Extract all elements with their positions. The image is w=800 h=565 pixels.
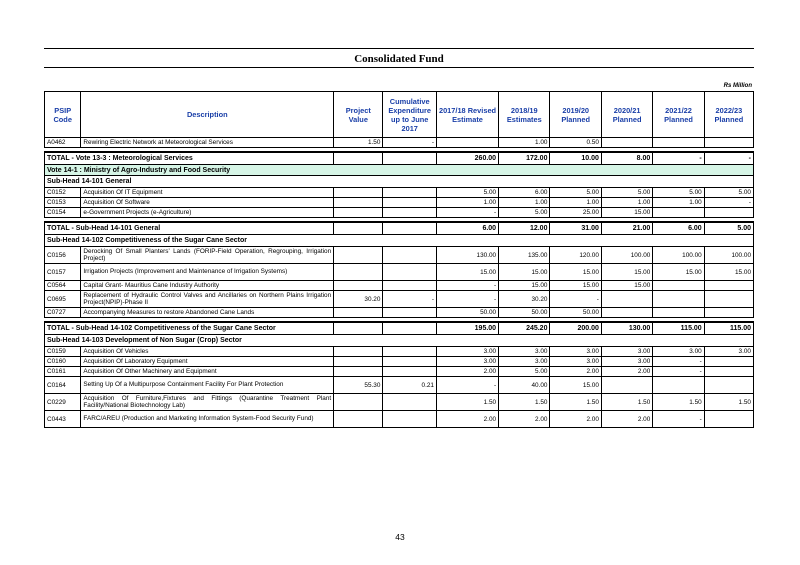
- value-cell: 5.00: [704, 188, 753, 198]
- value-cell: 1.50: [550, 394, 601, 411]
- table-row: [45, 138, 754, 148]
- description-cell: Rewiring Electric Network at Meteorological Services: [81, 138, 334, 148]
- psip-code-cell: C0161: [45, 367, 81, 377]
- description-cell: Acquisition Of Software: [81, 198, 334, 208]
- table-row: [45, 281, 754, 291]
- currency-note: Rs Million: [723, 83, 752, 89]
- value-cell: 50.00: [499, 308, 550, 318]
- subhead-label: Sub-Head 14-101 General: [45, 176, 754, 188]
- total-row: [45, 322, 754, 335]
- value-cell: 3.00: [704, 347, 753, 357]
- description-cell: Acquisition Of Furniture,Fixtures and Fittings (Quarantine Treatment Plant Facility/National Biotechnology Lab): [81, 394, 334, 411]
- value-cell: [653, 291, 704, 308]
- value-cell: 1.00: [550, 198, 601, 208]
- total-value-cell: 200.00: [550, 322, 601, 335]
- col-header: 2017/18 Revised Estimate: [436, 92, 498, 138]
- total-value-cell: 6.00: [653, 222, 704, 235]
- total-value-cell: 115.00: [704, 322, 753, 335]
- table-row: [45, 264, 754, 281]
- value-cell: 2.00: [550, 367, 601, 377]
- total-value-cell: -: [653, 152, 704, 165]
- total-value-cell: 245.20: [499, 322, 550, 335]
- psip-code-cell: C0695: [45, 291, 81, 308]
- value-cell: 1.50: [499, 394, 550, 411]
- value-cell: 1.00: [436, 198, 498, 208]
- value-cell: [383, 357, 437, 367]
- psip-code-cell: C0443: [45, 411, 81, 428]
- table-row: [45, 208, 754, 218]
- col-header: 2018/19 Estimates: [499, 92, 550, 138]
- value-cell: [601, 291, 652, 308]
- value-cell: 1.00: [653, 198, 704, 208]
- value-cell: [334, 198, 383, 208]
- total-row: [45, 222, 754, 235]
- value-cell: [383, 264, 437, 281]
- value-cell: 3.00: [436, 347, 498, 357]
- total-value-cell: 130.00: [601, 322, 652, 335]
- value-cell: -: [436, 208, 498, 218]
- total-label: TOTAL - Vote 13-3 : Meteorological Services: [45, 152, 334, 165]
- value-cell: 25.00: [550, 208, 601, 218]
- value-cell: 0.21: [383, 377, 437, 394]
- budget-table: [44, 91, 754, 428]
- value-cell: [334, 188, 383, 198]
- value-cell: 40.00: [499, 377, 550, 394]
- value-cell: 3.00: [550, 357, 601, 367]
- value-cell: 15.00: [550, 264, 601, 281]
- fund-title: Consolidated Fund: [354, 53, 444, 65]
- value-cell: [383, 247, 437, 264]
- psip-code-cell: C0229: [45, 394, 81, 411]
- value-cell: 0.50: [550, 138, 601, 148]
- value-cell: 30.20: [499, 291, 550, 308]
- value-cell: 5.00: [499, 208, 550, 218]
- value-cell: [601, 138, 652, 148]
- col-header: 2020/21 Planned: [601, 92, 652, 138]
- value-cell: 2.00: [436, 367, 498, 377]
- value-cell: [383, 198, 437, 208]
- value-cell: -: [436, 291, 498, 308]
- description-cell: Acquisition Of Other Machinery and Equipment: [81, 367, 334, 377]
- value-cell: 130.00: [436, 247, 498, 264]
- value-cell: [334, 394, 383, 411]
- description-cell: e-Government Projects (e-Agriculture): [81, 208, 334, 218]
- value-cell: 15.00: [499, 281, 550, 291]
- total-value-cell: 260.00: [436, 152, 498, 165]
- value-cell: 15.00: [550, 377, 601, 394]
- value-cell: [334, 247, 383, 264]
- value-cell: 15.00: [704, 264, 753, 281]
- value-cell: [334, 357, 383, 367]
- total-value-cell: -: [704, 152, 753, 165]
- table-row: [45, 347, 754, 357]
- value-cell: [334, 308, 383, 318]
- value-cell: 2.00: [601, 367, 652, 377]
- value-cell: 2.00: [601, 411, 652, 428]
- value-cell: 1.50: [653, 394, 704, 411]
- value-cell: [653, 208, 704, 218]
- value-cell: 2.00: [436, 411, 498, 428]
- table-row: [45, 394, 754, 411]
- description-cell: Capital Grant- Mauritius Cane Industry Authority: [81, 281, 334, 291]
- description-cell: Derocking Of Small Planters' Lands (FORIP-Field Operation, Regrouping, Irrigation Project): [81, 247, 334, 264]
- subhead-row: [45, 235, 754, 247]
- value-cell: [383, 222, 437, 235]
- total-value-cell: 8.00: [601, 152, 652, 165]
- value-cell: [653, 308, 704, 318]
- value-cell: 15.00: [436, 264, 498, 281]
- total-value-cell: 31.00: [550, 222, 601, 235]
- psip-code-cell: A0462: [45, 138, 81, 148]
- value-cell: 30.20: [334, 291, 383, 308]
- total-row: [45, 152, 754, 165]
- value-cell: 5.00: [601, 188, 652, 198]
- total-value-cell: 12.00: [499, 222, 550, 235]
- value-cell: 100.00: [601, 247, 652, 264]
- value-cell: [383, 188, 437, 198]
- psip-code-cell: C0157: [45, 264, 81, 281]
- value-cell: 15.00: [653, 264, 704, 281]
- value-cell: [601, 377, 652, 394]
- value-cell: [334, 152, 383, 165]
- psip-code-cell: C0727: [45, 308, 81, 318]
- value-cell: [383, 347, 437, 357]
- value-cell: 1.00: [499, 198, 550, 208]
- value-cell: [436, 138, 498, 148]
- value-cell: [653, 377, 704, 394]
- value-cell: 135.00: [499, 247, 550, 264]
- table-row: [45, 367, 754, 377]
- psip-code-cell: C0152: [45, 188, 81, 198]
- table-row: [45, 411, 754, 428]
- vote-header-row: [45, 165, 754, 176]
- value-cell: [704, 291, 753, 308]
- description-cell: Replacement of Hydraulic Control Valves and Ancillaries on Northern Plains Irrigation Project(NPIP)-Phase II: [81, 291, 334, 308]
- value-cell: 50.00: [436, 308, 498, 318]
- value-cell: [383, 308, 437, 318]
- table-row: [45, 198, 754, 208]
- value-cell: [704, 357, 753, 367]
- value-cell: [334, 322, 383, 335]
- value-cell: 3.00: [653, 347, 704, 357]
- page-number: 43: [395, 532, 405, 542]
- total-label: TOTAL - Sub-Head 14-101 General: [45, 222, 334, 235]
- value-cell: 1.50: [601, 394, 652, 411]
- value-cell: [383, 281, 437, 291]
- value-cell: -: [383, 138, 437, 148]
- psip-code-cell: C0156: [45, 247, 81, 264]
- value-cell: [704, 138, 753, 148]
- value-cell: [383, 152, 437, 165]
- value-cell: -: [550, 291, 601, 308]
- table-row: [45, 247, 754, 264]
- value-cell: [383, 394, 437, 411]
- col-header: Project Value: [334, 92, 383, 138]
- table-row: [45, 308, 754, 318]
- vote-label: Vote 14-1 : Ministry of Agro-Industry and Food Security: [45, 165, 754, 176]
- value-cell: 3.00: [499, 357, 550, 367]
- total-value-cell: 115.00: [653, 322, 704, 335]
- value-cell: [383, 322, 437, 335]
- value-cell: 5.00: [436, 188, 498, 198]
- psip-code-cell: C0160: [45, 357, 81, 367]
- value-cell: 5.00: [499, 367, 550, 377]
- value-cell: 15.00: [601, 264, 652, 281]
- subhead-label: Sub-Head 14-102 Competitiveness of the Sugar Cane Sector: [45, 235, 754, 247]
- total-value-cell: 5.00: [704, 222, 753, 235]
- table-row: [45, 291, 754, 308]
- value-cell: [704, 208, 753, 218]
- value-cell: [653, 138, 704, 148]
- value-cell: [334, 411, 383, 428]
- subhead-label: Sub-Head 14-103 Development of Non Sugar (Crop) Sector: [45, 335, 754, 347]
- col-header: PSIP Code: [45, 92, 81, 138]
- value-cell: [334, 281, 383, 291]
- value-cell: 1.00: [601, 198, 652, 208]
- total-value-cell: 195.00: [436, 322, 498, 335]
- col-header: 2022/23 Planned: [704, 92, 753, 138]
- value-cell: 3.00: [601, 347, 652, 357]
- col-header: Cumulative Expenditure up to June 2017: [383, 92, 437, 138]
- value-cell: -: [383, 291, 437, 308]
- col-header: 2019/20 Planned: [550, 92, 601, 138]
- value-cell: 15.00: [499, 264, 550, 281]
- value-cell: 120.00: [550, 247, 601, 264]
- psip-code-cell: C0153: [45, 198, 81, 208]
- value-cell: 3.00: [601, 357, 652, 367]
- value-cell: -: [704, 198, 753, 208]
- total-value-cell: 172.00: [499, 152, 550, 165]
- description-cell: Acquisition Of Vehicles: [81, 347, 334, 357]
- value-cell: -: [436, 281, 498, 291]
- total-value-cell: 10.00: [550, 152, 601, 165]
- value-cell: 1.50: [436, 394, 498, 411]
- value-cell: 100.00: [704, 247, 753, 264]
- description-cell: Setting Up Of a Multipurpose Containment Facility For Plant Protection: [81, 377, 334, 394]
- value-cell: [383, 367, 437, 377]
- psip-code-cell: C0564: [45, 281, 81, 291]
- value-cell: -: [653, 367, 704, 377]
- table-row: [45, 377, 754, 394]
- value-cell: 5.00: [653, 188, 704, 198]
- psip-code-cell: C0164: [45, 377, 81, 394]
- psip-code-cell: C0159: [45, 347, 81, 357]
- value-cell: 3.00: [550, 347, 601, 357]
- description-cell: Acquisition Of IT Equipment: [81, 188, 334, 198]
- subhead-row: [45, 335, 754, 347]
- value-cell: 15.00: [601, 208, 652, 218]
- value-cell: [334, 264, 383, 281]
- value-cell: [704, 411, 753, 428]
- description-cell: Accompanying Measures to restore Abandoned Cane Lands: [81, 308, 334, 318]
- value-cell: [383, 208, 437, 218]
- value-cell: 3.00: [436, 357, 498, 367]
- table-row: [45, 188, 754, 198]
- value-cell: 15.00: [550, 281, 601, 291]
- psip-code-cell: C0154: [45, 208, 81, 218]
- value-cell: 3.00: [499, 347, 550, 357]
- value-cell: -: [436, 377, 498, 394]
- value-cell: [334, 222, 383, 235]
- value-cell: 1.50: [334, 138, 383, 148]
- value-cell: [601, 308, 652, 318]
- total-value-cell: 6.00: [436, 222, 498, 235]
- description-cell: FARC/AREU (Production and Marketing Information System-Food Security Fund): [81, 411, 334, 428]
- table-body: [45, 138, 754, 428]
- description-cell: Irrigation Projects (Improvement and Maintenance of Irrigation Systems): [81, 264, 334, 281]
- value-cell: [334, 347, 383, 357]
- col-header: 2021/22 Planned: [653, 92, 704, 138]
- subhead-row: [45, 176, 754, 188]
- top-rule: [44, 48, 754, 49]
- value-cell: -: [653, 411, 704, 428]
- value-cell: [383, 411, 437, 428]
- value-cell: 50.00: [550, 308, 601, 318]
- table-row: [45, 357, 754, 367]
- value-cell: -: [653, 357, 704, 367]
- value-cell: 15.00: [601, 281, 652, 291]
- value-cell: [704, 308, 753, 318]
- value-cell: 1.50: [704, 394, 753, 411]
- total-value-cell: 21.00: [601, 222, 652, 235]
- value-cell: [704, 281, 753, 291]
- value-cell: 100.00: [653, 247, 704, 264]
- value-cell: [334, 208, 383, 218]
- header-row: [45, 92, 754, 138]
- value-cell: [704, 377, 753, 394]
- col-header: Description: [81, 92, 334, 138]
- value-cell: 6.00: [499, 188, 550, 198]
- description-cell: Acquisition Of Laboratory Equipment: [81, 357, 334, 367]
- value-cell: [334, 367, 383, 377]
- total-label: TOTAL - Sub-Head 14-102 Competitiveness of the Sugar Cane Sector: [45, 322, 334, 335]
- value-cell: 1.00: [499, 138, 550, 148]
- value-cell: [704, 367, 753, 377]
- value-cell: 2.00: [550, 411, 601, 428]
- value-cell: 2.00: [499, 411, 550, 428]
- value-cell: 55.30: [334, 377, 383, 394]
- value-cell: [653, 281, 704, 291]
- title-rule: [44, 67, 754, 68]
- value-cell: 5.00: [550, 188, 601, 198]
